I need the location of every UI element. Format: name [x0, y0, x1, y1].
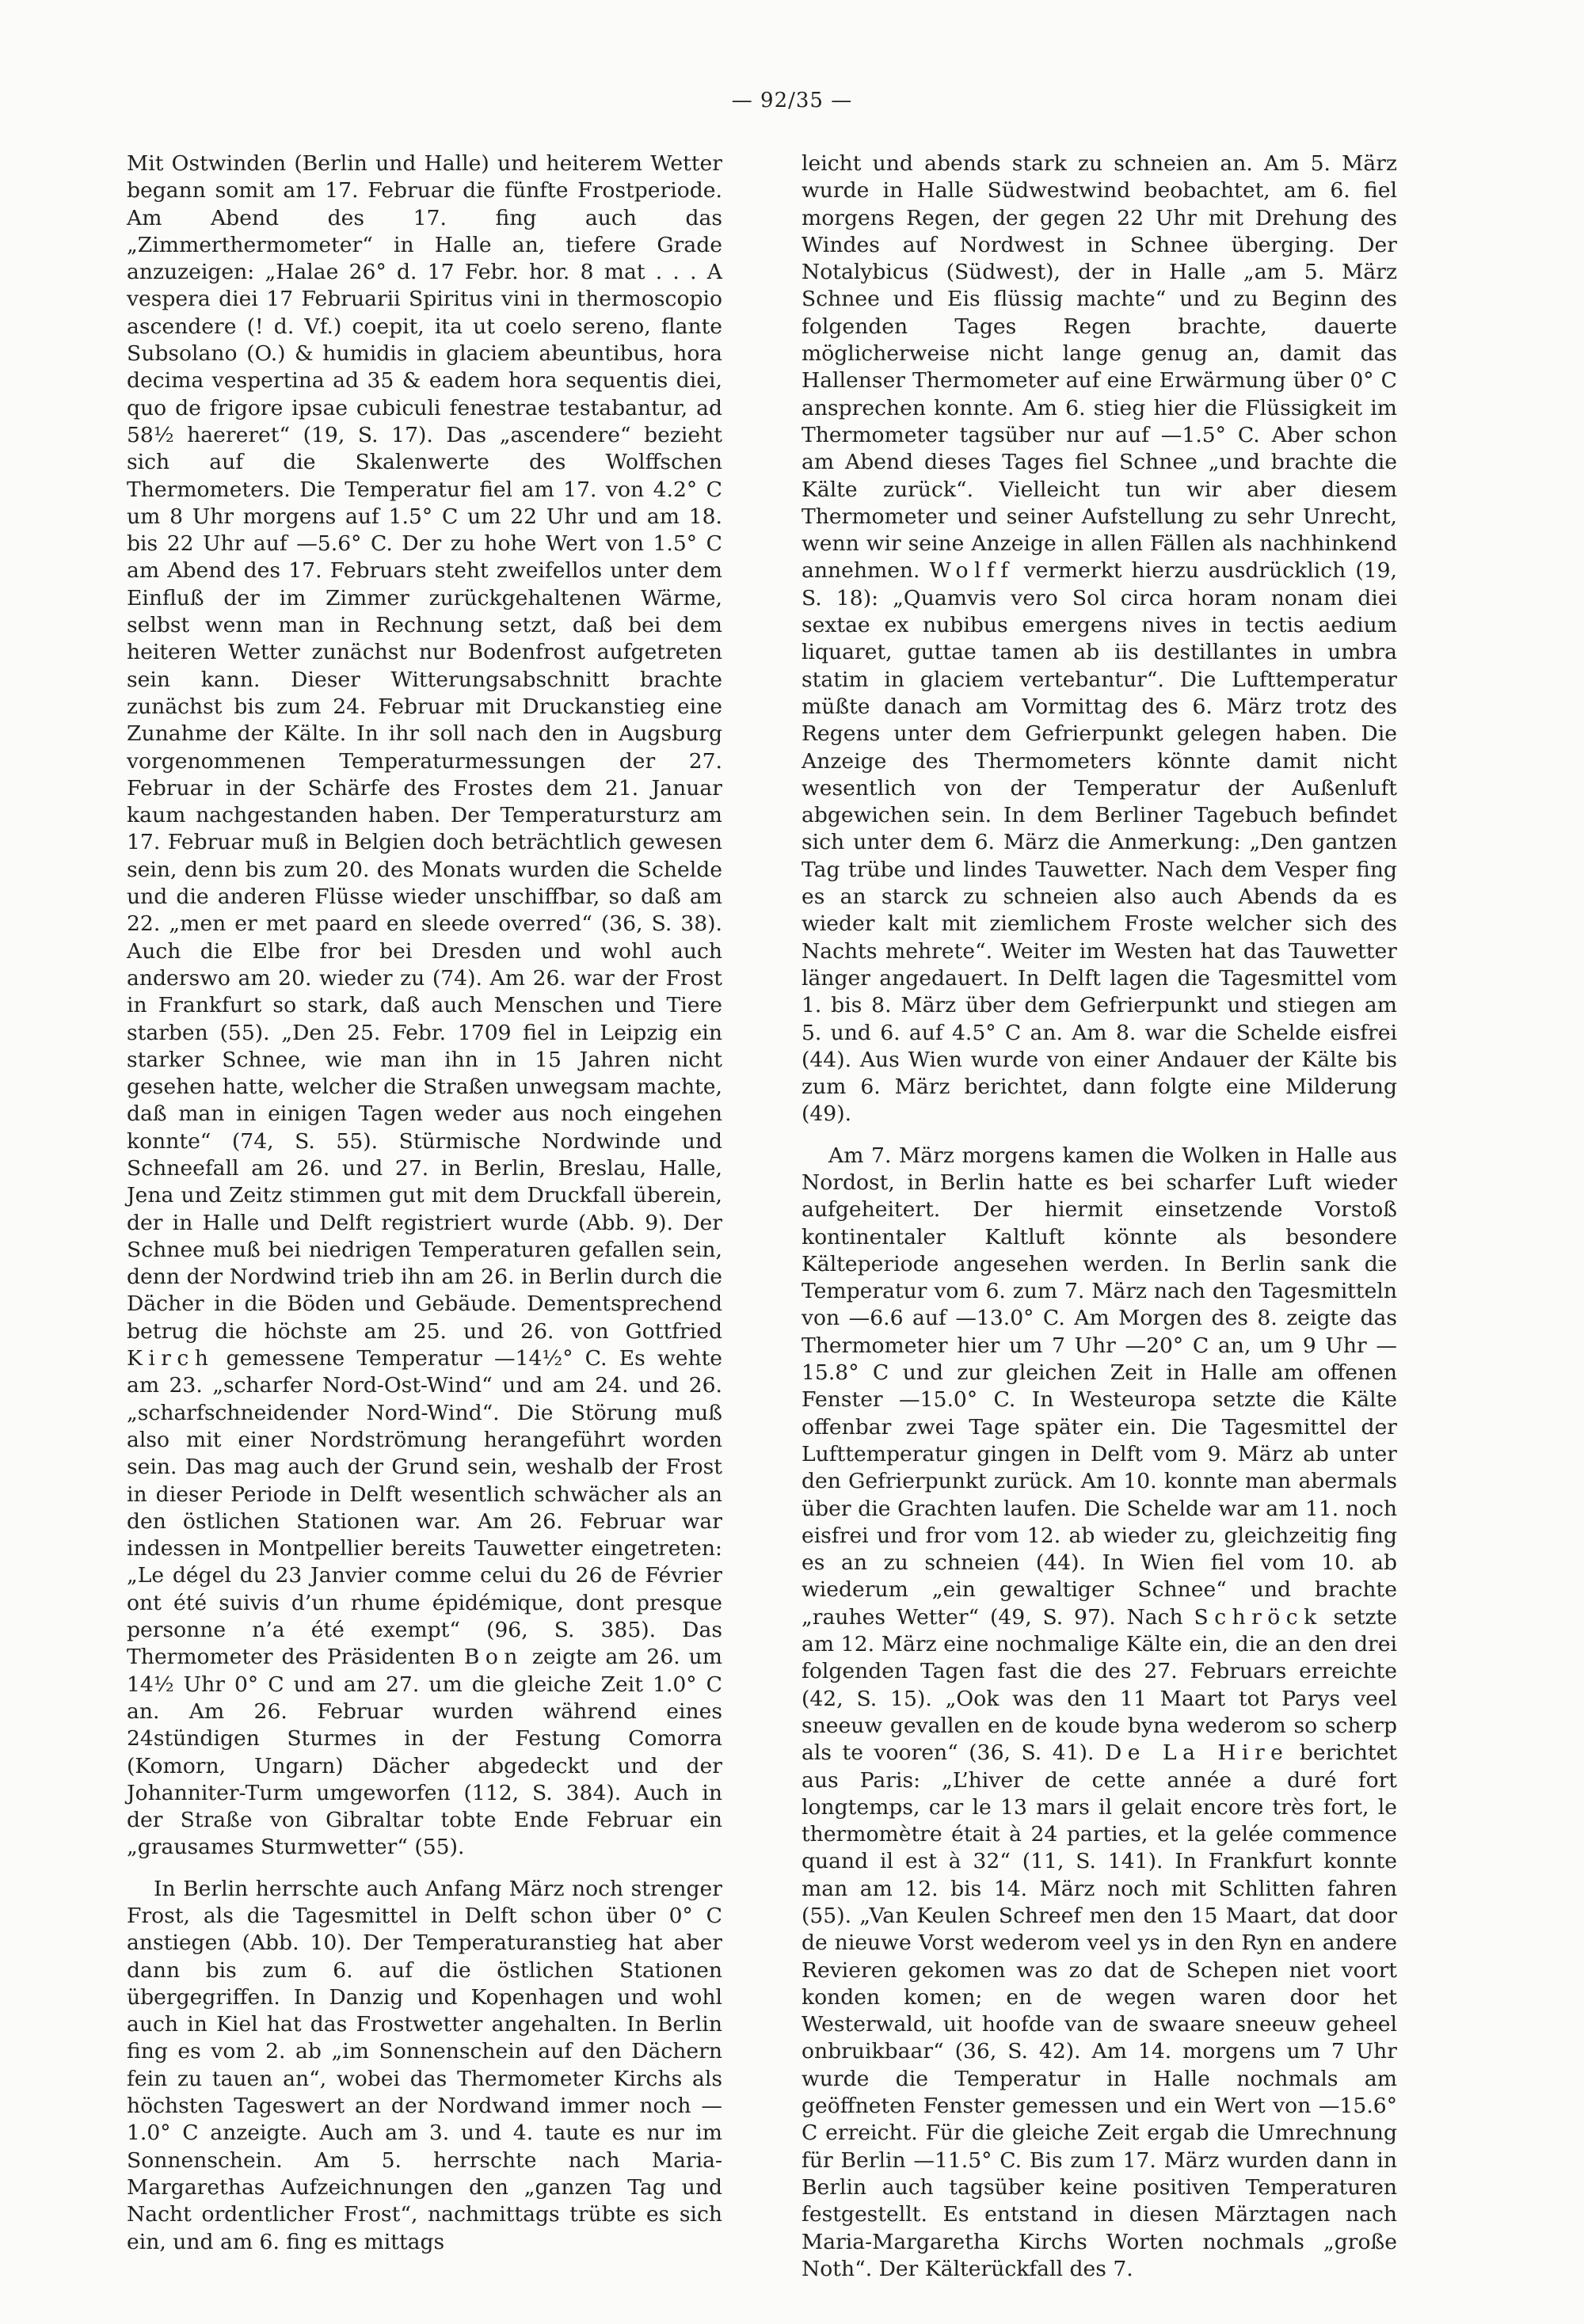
name-wolff: Wolff: [929, 558, 1015, 584]
left-column: [127, 150, 722, 2270]
right-paragraph-1: leicht und abends stark zu schneien an. Am 5. März wurde in Halle Südwestwind beobachtet, am 6. fiel morgens Regen, der gegen 22 Uhr mit Drehung des Windes auf Nordwest in Schnee überging. Der Notalybicus (Südwest), der in Halle „am 5. März Schnee und Eis flüssig machte“ und zu Beginn des folgenden Tages Regen brachte, dauerte möglicherweise nicht lange genug an, damit das Hallenser Thermometer auf eine Erwärmung über 0° C ansprechen konnte. Am 6. stieg hier die Flüssigkeit im Thermometer tagsüber nur auf —1.5° C. Aber schon am Abend dieses Tages fiel Schnee „und brachte die Kälte zurück“. Vielleicht tun wir aber diesem Thermometer und seiner Aufstellung zu sehr Unrecht, wenn wir seine Anzeige in allen Fällen als nachhinkend annehmen. Wolff vermerkt hierzu ausdrücklich (19, S. 18): „Quamvis vero Sol circa horam nonam diei sextae ex nubibus emergens nives in tectis aedium liquaret, guttae tamen ab iis destillantes in umbra statim in glaciem vertebantur“. Die Lufttemperatur müßte danach am Vormittag des 6. März trotz des Regens unter dem Gefrierpunkt gelegen haben. Die Anzeige des Thermometers könnte damit nicht wesentlich von der Temperatur der Außenluft abgewichen sein. In dem Berliner Tagebuch befindet sich unter dem 6. März die Anmerkung: „Den gantzen Tag trübe und lindes Tauwetter. Nach dem Vesper fing es an starck zu schneien also auch Abends da es wieder kalt mit ziemlichem Froste welcher sich des Nachts mehrete“. Weiter im Westen hat das Tauwetter länger angedauert. In Delft lagen die Tagesmittel vom 1. bis 8. März über dem Gefrierpunkt und stiegen am 5. und 6. auf 4.5° C an. Am 8. war die Schelde eisfrei (44). Aus Wien wurde von einer Andauer der Kälte bis zum 6. März berichtet, dann folgte eine Milderung (49).: [802, 151, 1397, 1127]
name-de-la-hire: De La Hire: [1105, 1740, 1289, 1766]
left-paragraph-1: Mit Ostwinden (Berlin und Halle) und heiterem Wetter begann somit am 17. Februar die fünfte Frostperiode. Am Abend des 17. fing auch das „Zimmerthermometer“ in Halle an, tieferе Grade anzuzeigen: „Halae 26° d. 17 Febr. hor. 8 mat . . . A vespera diei 17 Februarii Spiritus vini in thermoscopio ascendere (! d. Vf.) coepit, ita ut coelo sereno, flante Subsolano (O.) & humidis in glaciem abeuntibus, hora decima vespertina ad 35 & eadem hora sequentis diei, quo de frigore ipsae cubiculi fenestrae testabantur, ad 58½ haereret“ (19, S. 17). Das „ascendere“ bezieht sich auf die Skalenwerte des Wolffschen Thermometers. Die Temperatur fiel am 17. von 4.2° C um 8 Uhr morgens auf 1.5° C um 22 Uhr und am 18. bis 22 Uhr auf —5.6° C. Der zu hohe Wert von 1.5° C am Abend des 17. Februars steht zweifellos unter dem Einfluß der im Zimmer zurückgehaltenen Wärme, selbst wenn man in Rechnung setzt, daß bei dem heiteren Wetter zunächst nur Bodenfrost aufgetreten sein kann. Dieser Witterungsabschnitt brachte zunächst bis zum 24. Februar mit Druckanstieg eine Zunahme der Kälte. In ihr soll nach den in Augsburg vorgenommenen Temperaturmessungen der 27. Februar in der Schärfe des Frostes dem 21. Januar kaum nachgestanden haben. Der Temperatursturz am 17. Februar muß in Belgien doch beträchtlich gewesen sein, denn bis zum 20. des Monats wurden die Schelde und die anderen Flüsse wieder unschiffbar, so daß am 22. „men er met paard en sleede overred“ (36, S. 38). Auch die Elbe fror bei Dresden und wohl auch anderswo am 20. wieder zu (74). Am 26. war der Frost in Frankfurt so stark, daß auch Menschen und Tiere starben (55). „Den 25. Febr. 1709 fiel in Leipzig ein starker Schnee, wie man ihn in 15 Jahren nicht gesehen hatte, welcher die Straßen unwegsam machte, daß man in einigen Tagen weder aus noch eingehen konnte“ (74, S. 55). Stürmische Nordwinde und Schneefall am 26. und 27. in Berlin, Breslau, Halle, Jena und Zeitz stimmen gut mit dem Druckfall überein, der in Halle und Delft registriert wurde (Abb. 9). Der Schnee muß bei niedrigen Temperaturen gefallen sein, denn der Nordwind trieb ihn am 26. in Berlin durch die Dächer in die Böden und Gebäude. Dementsprechend betrug die höchste am 25. und 26. von Gottfried Kirch gemessene Temperatur —14½° C. Es wehte am 23. „scharfer Nord-Ost-Wind“ und am 24. und 26. „scharfschneidender Nord-Wind“. Die Störung muß also mit einer Nordströmung herangeführt worden sein. Das mag auch der Grund sein, weshalb der Frost in dieser Periode in Delft wesentlich schwächer als an den östlichen Stationen war. Am 26. Februar war indessen in Montpellier bereits Tauwetter eingetreten: „Le dégel du 23 Janvier comme celui du 26 de Février ont été suivis d’un rhume épidémique, dont presque personne n’a été exempt“ (96, S. 385). Das Thermometer des Präsidenten Bon zeigte am 26. um 14½ Uhr 0° C und am 27. um die gleiche Zeit 1.0° C an. Am 26. Februar wurden während eines 24stündigen Sturmes in der Festung Comorra (Komorn, Ungarn) Dächer abgedeckt und der Johanniter-Turm umgeworfen (112, S. 384). Auch in der Straße von Gibraltar tobte Ende Februar ein „grausames Sturmwetter“ (55).: [127, 151, 722, 1860]
name-schroeck: Schröck: [1194, 1604, 1323, 1630]
page-number: — 92/35 —: [731, 89, 853, 112]
left-paragraph-2: In Berlin herrschte auch Anfang März noch strenger Frost, als die Tagesmittel in Delft schon über 0° C anstiegen (Abb. 10). Der Temperaturanstieg hat aber dann bis zum 6. auf die östlichen Stationen übergegriffen. In Danzig und Kopenhagen und wohl auch in Kiel hat das Frostwetter angehalten. In Berlin fing es vom 2. ab „im Sonnenschein auf den Dächern fein zu tauen an“, wobei das Thermometer Kirchs als höchsten Tageswert an der Nordwand immer noch —1.0° C anzeigte. Auch am 3. und 4. taute es nur im Sonnenschein. Am 5. herrschte nach Maria-Margarethas Aufzeichnungen den „ganzen Tag und Nacht ordentlicher Frost“, nachmittags trübte es sich ein, und am 6. fing es mittags: [127, 1876, 722, 2254]
right-paragraph-2: Am 7. März morgens kamen die Wolken in Halle aus Nordost, in Berlin hatte es bei scharfer Luft wieder aufgeheitert. Der hiermit einsetzende Vorstoß kontinentaler Kaltluft könnte als besondere Kälteperiode angesehen werden. In Berlin sank die Temperatur vom 6. zum 7. März nach den Tagesmitteln von —6.6 auf —13.0° C. Am Morgen des 8. zeigte das Thermometer hier um 7 Uhr —20° C an, um 9 Uhr —15.8° C und zur gleichen Zeit in Halle am offenen Fenster —15.0° C. In Westeuropa setzte die Kälte offenbar zwei Tage später ein. Die Tagesmittel der Lufttemperatur gingen in Delft vom 9. März ab unter den Gefrierpunkt zurück. Am 10. konnte man abermals über die Grachten laufen. Die Schelde war am 11. noch eisfrei und fror vom 12. ab wieder zu, gleichzeitig fing es an zu schneien (44). In Wien fiel vom 10. ab wiederum „ein gewaltiger Schnee“ und brachte „rauhes Wetter“ (49, S. 97). Nach Schröck setzte am 12. März eine nochmalige Kälte ein, die an den drei folgenden Tagen fast die des 27. Februars erreichte (42, S. 15). „Ook was den 11 Maart tot Parys veel sneeuw gevallen en de koude byna wederom so scherp als te vooren“ (36, S. 41). De La Hire berichtet aus Paris: „L’hiver de cette année a duré fort longtemps, car le 13 mars il gelait encore très fort, le thermomètre était à 24 parties, et la gelée commence quand il est à 32“ (11, S. 141). In Frankfurt konnte man am 12. bis 14. März noch mit Schlitten fahren (55). „Van Keulen Schreef men den 15 Maart, dat door de nieuwe Vorst wederom veel ys in den Ryn en andere Revieren gekomen was zo dat de Schepen niet voort konden komen; en de wegen waren door het Westerwald, uit hoofde van de swaare sneeuw geheel onbruikbaar“ (36, S. 42). Am 14. morgens um 7 Uhr wurde die Temperatur in Halle nochmals am geöffneten Fenster gemessen und ein Wert von —15.6° C erreicht. Für die gleiche Zeit ergab die Umrechnung für Berlin —11.5° C. Bis zum 17. März wurden dann in Berlin auch tagsüber keine positiven Temperaturen festgestellt. Es entstand in diesen Märztagen nach Maria-Margaretha Kirchs Worten nochmals „große Noth“. Der Kälterückfall des 7.: [802, 1143, 1397, 2281]
name-kirch: Kirch: [127, 1346, 215, 1371]
name-bon: Bon: [463, 1645, 524, 1670]
right-column: [802, 150, 1397, 2297]
